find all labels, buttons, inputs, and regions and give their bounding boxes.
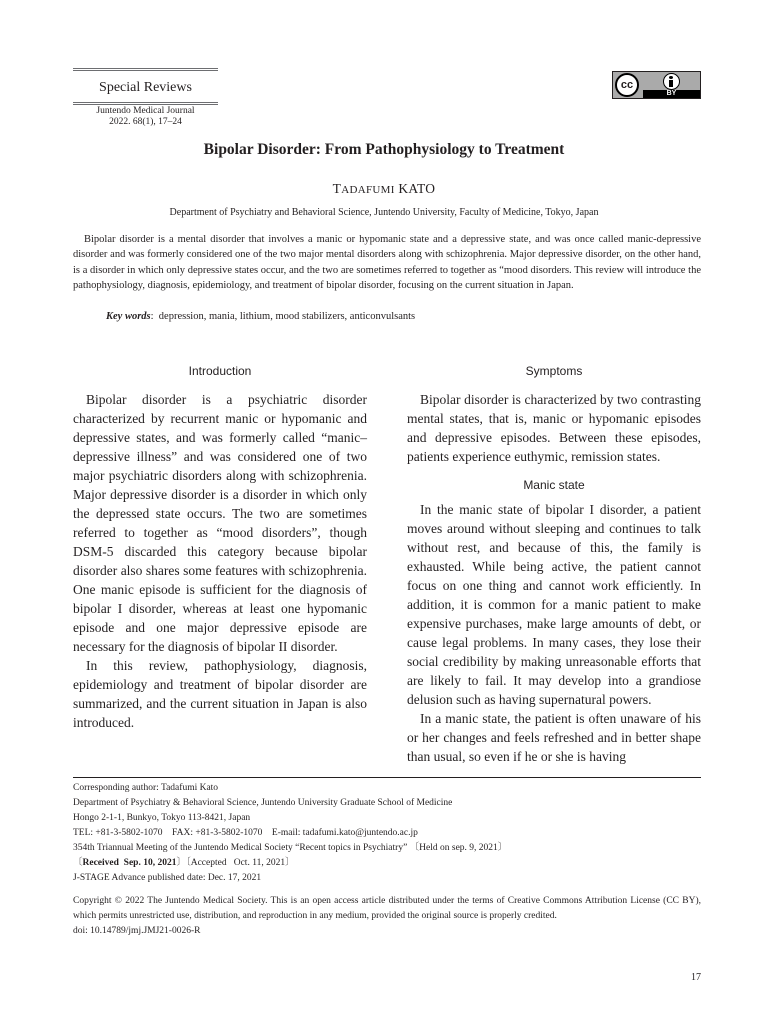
- heading-symptoms: Symptoms: [525, 364, 583, 378]
- right-column: [407, 364, 701, 766]
- cc-icon: cc: [615, 73, 639, 97]
- received-label: Received: [82, 858, 119, 868]
- copyright-block: [73, 894, 701, 939]
- article-title: Bipolar Disorder: From Pathophysiology to Treatment: [203, 141, 565, 158]
- received-date: Sep. 10, 2021: [123, 858, 177, 868]
- heading-introduction: Introduction: [188, 364, 252, 378]
- accepted-date: Oct. 11, 2021: [233, 858, 286, 868]
- intro-paragraph-1: Bipolar disorder is a psychiatric disorder characterized by recurrent manic or hypomanic and depressive states, and was formerly called “manic–depressive illness” and was considered one of two major psychiatric disorders along with schizophrenia. Major depressive disorder is a disorder in which only the depressed state occurs. The two are sometimes referred to together as “mood disorders”, though DSM-5 discarded this category because bipolar disorder also shares some features with schizophrenia. One manic episode is sufficient for the diagnosis of bipolar I disorder, whereas at least one hypomanic episode and one major depressive episode are necessary for the diagnosis of bipolar II disorder.: [73, 392, 367, 654]
- left-column-body: [73, 390, 367, 732]
- section-label-text: Special Reviews: [99, 80, 192, 95]
- journal-volume: 2022. 68(1), 17–24: [109, 117, 182, 127]
- intro-paragraph-2: In this review, pathophysiology, diagnosis, epidemiology and treatment of bipolar disorder are summarized, and the current situation in Japan is also introduced.: [73, 658, 367, 730]
- page-number: 17: [691, 972, 701, 983]
- manic-paragraph-1: In the manic state of bipolar I disorder, a patient moves around without sleeping and continues to talk without rest, and because of this, the family is exhausted. While being active, the patient cannot focus on one thing and cannot work efficiently. In addition, it is common for a manic patient to make expensive purchases, make large amounts of debt, or cause legal problems. In many cases, they lose their social credibility by making unreasonable efforts that are likely to fail. It may develop into a grandiose delusion such as having supernatural powers.: [407, 502, 701, 707]
- journal-citation: [73, 106, 218, 128]
- keywords-label: Key words: [106, 311, 151, 322]
- author-last: KATO: [398, 181, 436, 196]
- footer-contact: TEL: +81-3-5802-1070 FAX: +81-3-5802-1070 E-mail: tadafumi.kato@juntendo.ac.jp: [73, 828, 418, 838]
- cc-by-icon: [612, 71, 701, 99]
- copyright-text: Copyright © 2022 The Juntendo Medical Society. This is an open access article distributed under the terms of Creative Commons Attribution License (CC BY), which permits unrestricted use, distribution, and reproduction in any medium, provided the original source is properly credited.: [73, 896, 701, 921]
- keywords-list: depression, mania, lithium, mood stabilizers, anticonvulsants: [158, 311, 416, 322]
- heading-manic-state: Manic state: [523, 478, 585, 492]
- author-first-rest: ADAFUMI: [341, 184, 395, 196]
- double-rule-top: [73, 68, 218, 75]
- corresponding-author: Corresponding author: Tadafumi Kato: [73, 783, 219, 793]
- section-label: [73, 68, 218, 109]
- footer-notes: [73, 781, 713, 886]
- symptoms-paragraph-1: Bipolar disorder is characterized by two contrasting mental states, that is, manic or hypomanic episodes and depressive episodes. Between these episodes, patients experience euthymic, remission states.: [407, 392, 701, 464]
- footer-dates: 〔Received Sep. 10, 2021〕〔Accepted Oct. 11, 2021〕: [73, 858, 295, 868]
- journal-name: Juntendo Medical Journal: [96, 106, 195, 116]
- footer-meeting: 354th Triannual Meeting of the Juntendo Medical Society “Recent topics in Psychiatry” 〔Held on sep. 9, 2021〕: [73, 843, 508, 853]
- manic-paragraph-2: In a manic state, the patient is often unaware of his or her changes and feels refreshed and in better shape than usual, so even if he or she is having: [407, 711, 701, 764]
- by-label: BY: [643, 90, 700, 98]
- author-first-initial: T: [332, 181, 342, 196]
- abstract: Bipolar disorder is a mental disorder that involves a manic or hypomanic state and a depressive state, and was once called manic-depressive disorder and was formerly considered one of the two major mental disorders along with schizophrenia. Major depressive disorder, on the other hand, is a disorder in which only depressive states occur, and the two are sometimes referred to together as “mood disorders. This review will introduce the pathophysiology, diagnosis, epidemiology, and treatment of bipolar disorder, focusing on the current situation in Japan.: [73, 234, 701, 292]
- accepted-label: Accepted: [190, 858, 227, 868]
- affiliation: Department of Psychiatry and Behavioral Science, Juntendo University, Faculty of Medicine, Tokyo, Japan: [169, 207, 599, 218]
- symptoms-body: [407, 390, 701, 466]
- footer-divider: [73, 777, 701, 778]
- keywords: Key words: depression, mania, lithium, mood stabilizers, anticonvulsants: [106, 311, 416, 322]
- footer-department: Department of Psychiatry & Behavioral Science, Juntendo University Graduate School of Medicine: [73, 798, 453, 808]
- doi-text: doi: 10.14789/jmj.JMJ21-0026-R: [73, 926, 201, 936]
- person-icon: [663, 73, 680, 90]
- left-column: [73, 364, 367, 732]
- author-name: [0, 181, 768, 197]
- manic-state-body: [407, 500, 701, 766]
- footer-jstage: J-STAGE Advance published date: Dec. 17, 2021: [73, 873, 262, 883]
- footer-address: Hongo 2-1-1, Bunkyo, Tokyo 113-8421, Japan: [73, 813, 251, 823]
